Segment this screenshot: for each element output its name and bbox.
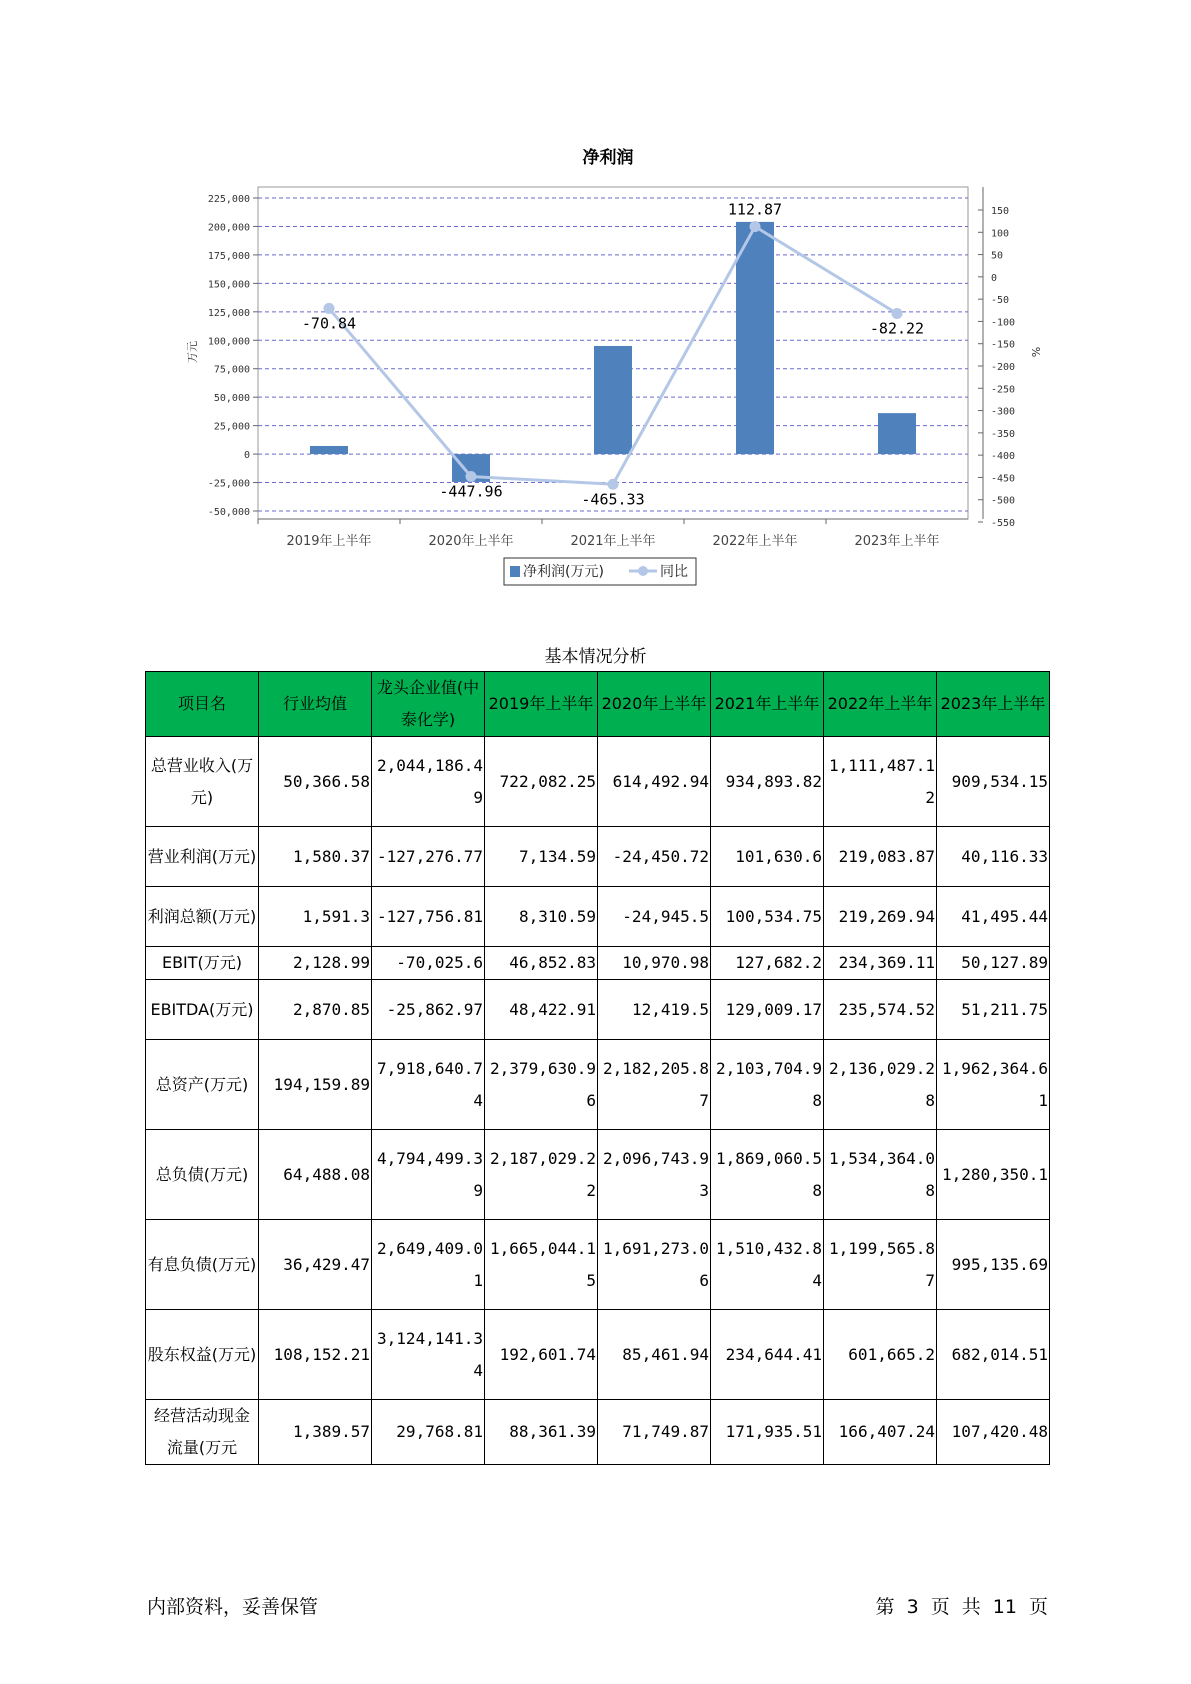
table-cell: 2,103,704.98	[711, 1040, 824, 1130]
table-row	[146, 1220, 1050, 1310]
table-cell: 127,682.2	[711, 947, 824, 980]
table-cell: 85,461.94	[598, 1310, 711, 1400]
chart-canvas	[0, 0, 1191, 600]
table-cell: 1,591.3	[259, 887, 372, 947]
table-cell: 7,918,640.74	[372, 1040, 485, 1130]
table-cell: 4,794,499.39	[372, 1130, 485, 1220]
table-cell: 41,495.44	[937, 887, 1050, 947]
row-label: EBITDA(万元)	[146, 980, 259, 1040]
table-row	[146, 1400, 1050, 1465]
table-cell: 40,116.33	[937, 827, 1050, 887]
table-cell: 8,310.59	[485, 887, 598, 947]
table-cell: 219,083.87	[824, 827, 937, 887]
table-cell: 2,182,205.87	[598, 1040, 711, 1130]
y-tick-label: 175,000	[207, 250, 250, 262]
table-cell: 1,534,364.08	[824, 1130, 937, 1220]
y-tick-label: 25,000	[213, 421, 250, 433]
table-cell: -127,276.77	[372, 827, 485, 887]
table-cell: 2,379,630.96	[485, 1040, 598, 1130]
row-label: 股东权益(万元)	[146, 1310, 259, 1400]
x-tick-label: 2022年上半年	[712, 534, 798, 549]
table-cell: 2,096,743.93	[598, 1130, 711, 1220]
table-cell: 1,280,350.1	[937, 1130, 1050, 1220]
row-label: 总资产(万元)	[146, 1040, 259, 1130]
data-label: -447.96	[439, 482, 503, 501]
table-row	[146, 887, 1050, 947]
header-2019h1: 2019年上半年	[485, 672, 598, 737]
table-cell: 166,407.24	[824, 1400, 937, 1465]
table-cell: 108,152.21	[259, 1310, 372, 1400]
legend-label-net-profit: 净利润(万元)	[523, 564, 604, 580]
table-cell: 10,970.98	[598, 947, 711, 980]
basic-analysis-table	[145, 671, 1050, 1465]
table-cell: 50,127.89	[937, 947, 1050, 980]
row-label: 经营活动现金流量(万元	[146, 1400, 259, 1465]
table-cell: 192,601.74	[485, 1310, 598, 1400]
table-cell: 100,534.75	[711, 887, 824, 947]
table-cell: 48,422.91	[485, 980, 598, 1040]
row-label: EBIT(万元)	[146, 947, 259, 980]
table-cell: 7,134.59	[485, 827, 598, 887]
table-cell: 107,420.48	[937, 1400, 1050, 1465]
table-cell: 1,199,565.87	[824, 1220, 937, 1310]
table-cell: 1,691,273.06	[598, 1220, 711, 1310]
data-label: -70.84	[301, 314, 357, 333]
table-cell: 3,124,141.34	[372, 1310, 485, 1400]
y-tick-label: 125,000	[207, 307, 250, 319]
y2-tick-label: -350	[991, 428, 1016, 440]
table-cell: 36,429.47	[259, 1220, 372, 1310]
row-label: 营业利润(万元)	[146, 827, 259, 887]
table-cell: 1,869,060.58	[711, 1130, 824, 1220]
table-cell: -25,862.97	[372, 980, 485, 1040]
header-2021h1: 2021年上半年	[711, 672, 824, 737]
table-cell: 2,187,029.22	[485, 1130, 598, 1220]
table-cell: 51,211.75	[937, 980, 1050, 1040]
legend-bar-swatch	[510, 566, 520, 577]
bar	[878, 413, 916, 454]
table-cell: 234,369.11	[824, 947, 937, 980]
y2-tick-label: -250	[991, 384, 1016, 396]
table-row	[146, 1310, 1050, 1400]
yoy-point	[892, 308, 903, 319]
footer-confidential-note: 内部资料，妥善保管	[147, 1596, 319, 1618]
y2-tick-label: 0	[991, 272, 998, 284]
table-cell: 1,111,487.12	[824, 737, 937, 827]
table-cell: 2,128.99	[259, 947, 372, 980]
table-cell: 1,962,364.61	[937, 1040, 1050, 1130]
y2-tick-label: 150	[991, 206, 1010, 217]
table-row	[146, 827, 1050, 887]
table-cell: 29,768.81	[372, 1400, 485, 1465]
x-tick-label: 2021年上半年	[570, 534, 656, 549]
table-cell: 995,135.69	[937, 1220, 1050, 1310]
legend-line-marker	[638, 566, 648, 576]
header-leader-value: 龙头企业值(中泰化学)	[372, 672, 485, 737]
table-cell: 194,159.89	[259, 1040, 372, 1130]
table-cell: 234,644.41	[711, 1310, 824, 1400]
table-cell: 1,389.57	[259, 1400, 372, 1465]
table-cell: 71,749.87	[598, 1400, 711, 1465]
bar	[310, 446, 348, 454]
table-row	[146, 947, 1050, 980]
table-cell: 2,649,409.01	[372, 1220, 485, 1310]
table-header-row	[146, 672, 1050, 737]
yoy-point	[750, 221, 761, 232]
table-cell: 171,935.51	[711, 1400, 824, 1465]
y2-tick-label: 100	[991, 228, 1010, 240]
y2-tick-label: -300	[991, 406, 1016, 418]
row-label: 利润总额(万元)	[146, 887, 259, 947]
net-profit-chart	[0, 0, 1191, 600]
y2-tick-label: 50	[991, 250, 1004, 262]
y-tick-label: 75,000	[213, 364, 250, 376]
header-2022h1: 2022年上半年	[824, 672, 937, 737]
y-tick-label: 225,000	[207, 194, 250, 205]
table-cell: 614,492.94	[598, 737, 711, 827]
table-cell: 235,574.52	[824, 980, 937, 1040]
table-cell: 46,852.83	[485, 947, 598, 980]
footer-page-number: 第 3 页 共 11 页	[875, 1596, 1048, 1618]
yoy-point	[466, 471, 477, 482]
table-cell: 934,893.82	[711, 737, 824, 827]
row-label: 有息负债(万元)	[146, 1220, 259, 1310]
header-2020h1: 2020年上半年	[598, 672, 711, 737]
table-caption: 基本情况分析	[544, 647, 647, 667]
table-cell: 129,009.17	[711, 980, 824, 1040]
header-2023h1: 2023年上半年	[937, 672, 1050, 737]
yoy-point	[608, 479, 619, 490]
y-tick-label: 200,000	[207, 222, 250, 234]
y-tick-label: 0	[243, 450, 250, 462]
y2-tick-label: -550	[991, 518, 1016, 529]
y2-tick-label: -100	[991, 317, 1016, 329]
bar	[736, 222, 774, 454]
table-cell: -24,945.5	[598, 887, 711, 947]
table-row	[146, 980, 1050, 1040]
table-cell: -70,025.6	[372, 947, 485, 980]
table-row	[146, 1040, 1050, 1130]
row-label: 总营业收入(万元)	[146, 737, 259, 827]
y-axis-label: 万元	[186, 341, 199, 363]
table-cell: -24,450.72	[598, 827, 711, 887]
data-label: -465.33	[581, 490, 645, 509]
table-cell: -127,756.81	[372, 887, 485, 947]
y2-tick-label: -150	[991, 339, 1016, 351]
table-cell: 601,665.2	[824, 1310, 937, 1400]
table-cell: 2,044,186.49	[372, 737, 485, 827]
table-cell: 2,870.85	[259, 980, 372, 1040]
y2-tick-label: -400	[991, 451, 1016, 463]
table-cell: 64,488.08	[259, 1130, 372, 1220]
y2-tick-label: -500	[991, 495, 1016, 507]
table-cell: 88,361.39	[485, 1400, 598, 1465]
table-cell: 909,534.15	[937, 737, 1050, 827]
x-tick-label: 2020年上半年	[428, 534, 514, 549]
y-tick-label: 100,000	[207, 336, 250, 348]
y-tick-label: 50,000	[213, 393, 250, 405]
x-tick-label: 2019年上半年	[286, 534, 372, 549]
y-tick-label: -50,000	[207, 507, 250, 518]
table-cell: 1,510,432.84	[711, 1220, 824, 1310]
header-industry-avg: 行业均值	[259, 672, 372, 737]
table-row	[146, 1130, 1050, 1220]
table-cell: 219,269.94	[824, 887, 937, 947]
table-cell: 12,419.5	[598, 980, 711, 1040]
yoy-point	[324, 303, 335, 314]
y2-tick-label: -200	[991, 362, 1016, 373]
table-cell: 2,136,029.28	[824, 1040, 937, 1130]
data-label: 112.87	[727, 200, 783, 219]
y-tick-label: 150,000	[207, 279, 250, 291]
table-row	[146, 737, 1050, 827]
table-cell: 682,014.51	[937, 1310, 1050, 1400]
y2-axis-label: %	[1029, 346, 1042, 358]
table-cell: 1,580.37	[259, 827, 372, 887]
legend-label-yoy: 同比	[660, 564, 688, 580]
table-cell: 722,082.25	[485, 737, 598, 827]
table-cell: 1,665,044.15	[485, 1220, 598, 1310]
chart-title: 净利润	[582, 148, 634, 168]
data-label: -82.22	[869, 319, 925, 338]
table-cell: 101,630.6	[711, 827, 824, 887]
bar	[594, 346, 632, 454]
y-tick-label: -25,000	[207, 478, 250, 490]
row-label: 总负债(万元)	[146, 1130, 259, 1220]
table-cell: 50,366.58	[259, 737, 372, 827]
y2-tick-label: -50	[991, 295, 1010, 307]
header-item-name: 项目名	[146, 672, 259, 737]
y2-tick-label: -450	[991, 473, 1016, 485]
x-tick-label: 2023年上半年	[854, 534, 940, 549]
